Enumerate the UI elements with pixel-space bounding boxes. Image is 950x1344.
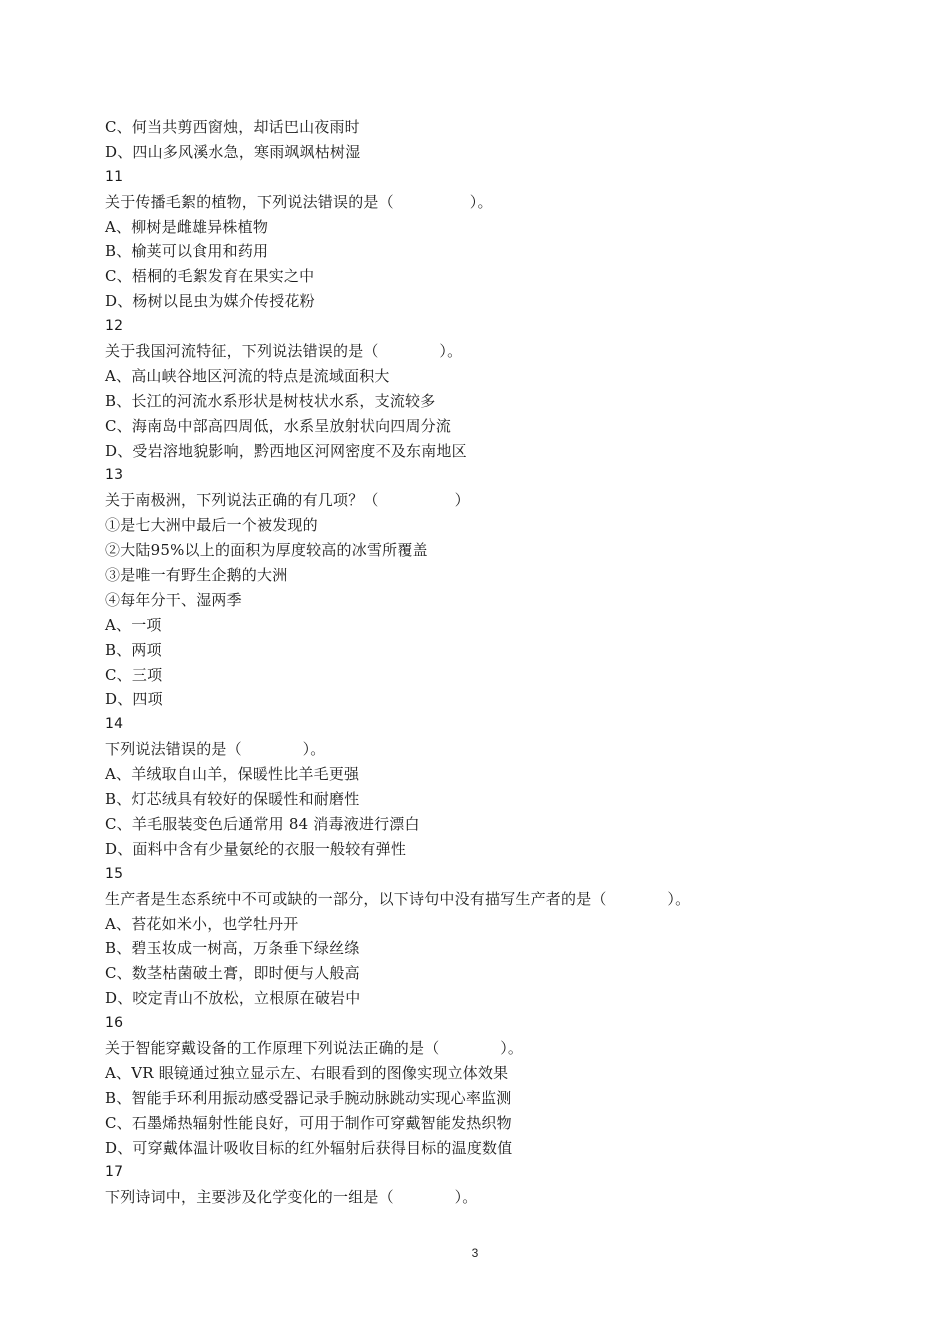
option-c: C、数茎枯菌破土膏，即时便与人般高 — [105, 964, 360, 983]
option-d: D、受岩溶地貌影响，黔西地区河网密度不及东南地区 — [105, 441, 467, 460]
question-number: 17 — [105, 1164, 124, 1181]
text-line: C、何当共剪西窗烛，却话巴山夜雨时 — [105, 118, 360, 136]
question-stem: 下列诗词中，主要涉及化学变化的一组是（ ）。 — [105, 1188, 478, 1207]
option-c: C、石墨烯热辐射性能良好，可用于制作可穿戴智能发热织物 — [105, 1113, 512, 1132]
option-b: B、榆荚可以食用和药用 — [105, 242, 269, 261]
option-c: C、海南岛中部高四周低，水系呈放射状向四周分流 — [105, 416, 452, 435]
option-b: B、灯芯绒具有较好的保暖性和耐磨性 — [105, 790, 360, 809]
option-a: A、高山峡谷地区河流的特点是流域面积大 — [105, 366, 390, 385]
question-stem: 关于我国河流特征，下列说法错误的是（ ）。 — [105, 342, 463, 361]
question-number: 15 — [105, 865, 124, 882]
option-c: C、梧桐的毛絮发育在果实之中 — [105, 267, 315, 286]
option-d: D、可穿戴体温计吸收目标的红外辐射后获得目标的温度数值 — [105, 1138, 513, 1157]
option-b: B、两项 — [105, 640, 162, 659]
option-d: D、杨树以昆虫为媒介传授花粉 — [105, 292, 315, 311]
statement-3: ③是唯一有野生企鹅的大洲 — [105, 566, 288, 585]
question-content — [105, 115, 865, 1210]
statement-2: ②大陆95%以上的面积为厚度较高的冰雪所覆盖 — [105, 541, 428, 560]
question-number: 13 — [105, 467, 124, 484]
question-stem: 关于传播毛絮的植物，下列说法错误的是（ ）。 — [105, 192, 493, 211]
option-a: A、柳树是雌雄异株植物 — [105, 217, 269, 236]
question-number: 14 — [105, 716, 124, 733]
question-stem: 关于南极洲，下列说法正确的有几项？（ ） — [105, 491, 470, 510]
question-number: 12 — [105, 318, 124, 335]
question-stem: 生产者是生态系统中不可或缺的一部分，以下诗句中没有描写生产者的是（ ）。 — [105, 889, 691, 908]
option-d: D、四项 — [105, 690, 163, 709]
question-stem: 关于智能穿戴设备的工作原理下列说法正确的是（ ）。 — [105, 1038, 524, 1057]
option-a: A、VR 眼镜通过独立显示左、右眼看到的图像实现立体效果 — [105, 1063, 509, 1082]
option-b: B、碧玉妆成一树高，万条垂下绿丝绦 — [105, 939, 360, 958]
option-b: B、长江的河流水系形状是树枝状水系，支流较多 — [105, 391, 436, 410]
option-a: A、苔花如米小，也学牡丹开 — [105, 914, 299, 933]
statement-1: ①是七大洲中最后一个被发现的 — [105, 516, 318, 535]
text-line: D、四山多风溪水急，寒雨飒飒枯树湿 — [105, 142, 361, 161]
option-a: A、一项 — [105, 615, 162, 634]
page-number: 3 — [471, 1246, 479, 1260]
option-d: D、咬定青山不放松，立根原在破岩中 — [105, 989, 361, 1008]
option-d: D、面料中含有少量氨纶的衣服一般较有弹性 — [105, 839, 407, 858]
option-c: C、羊毛服装变色后通常用 84 消毒液进行漂白 — [105, 814, 420, 833]
option-b: B、智能手环利用振动感受器记录手腕动脉跳动实现心率监测 — [105, 1088, 512, 1107]
statement-4: ④每年分干、湿两季 — [105, 590, 242, 609]
question-number: 16 — [105, 1015, 124, 1032]
option-a: A、羊绒取自山羊，保暖性比羊毛更强 — [105, 765, 360, 784]
question-stem: 下列说法错误的是（ ）。 — [105, 740, 326, 759]
option-c: C、三项 — [105, 665, 163, 684]
question-number: 11 — [105, 168, 124, 185]
